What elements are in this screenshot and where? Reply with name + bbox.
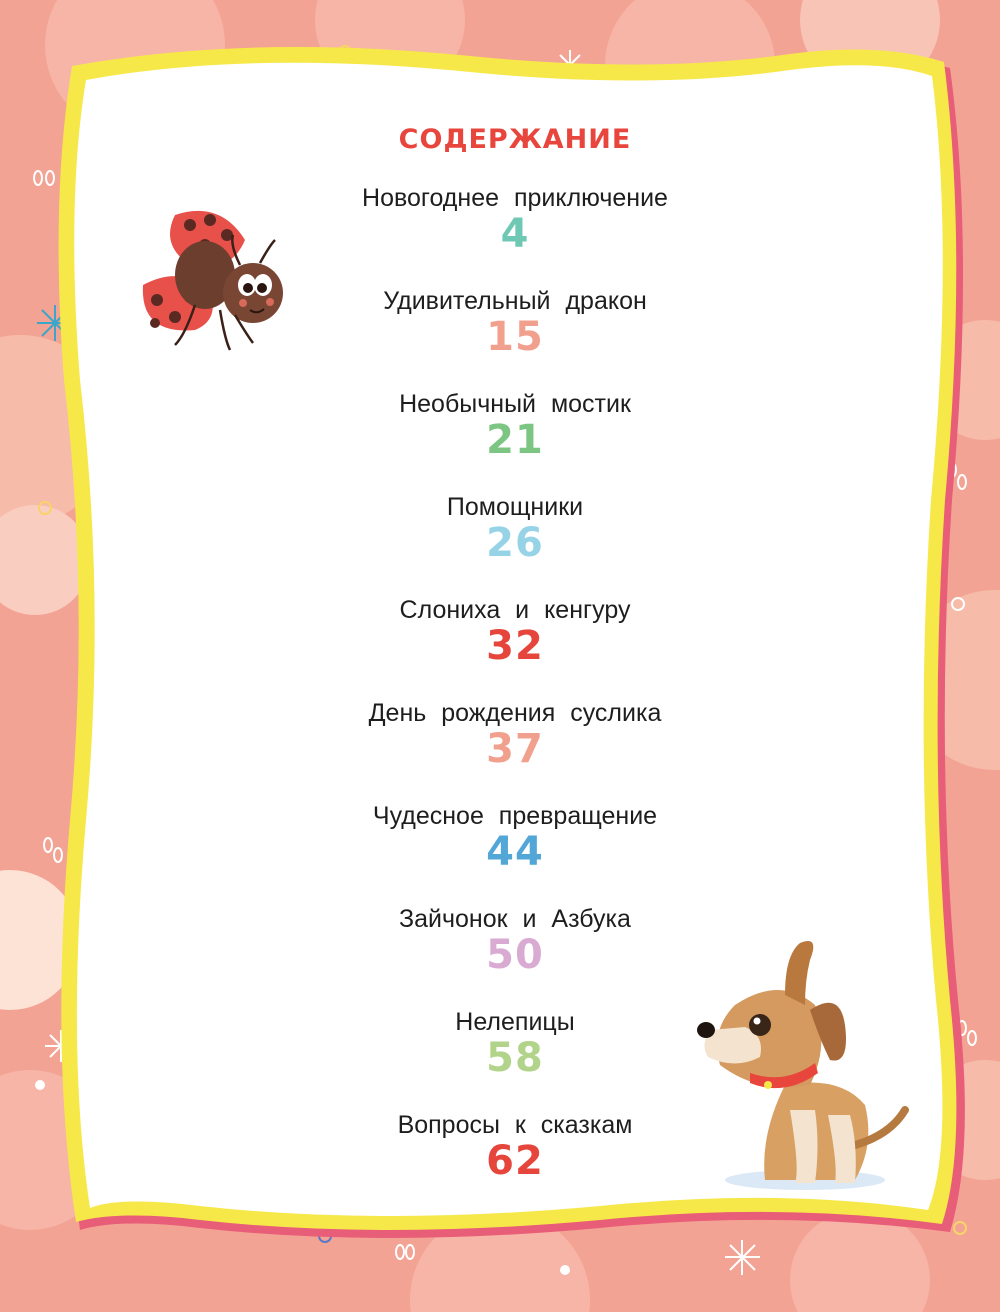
- toc-list: [200, 183, 830, 1213]
- entry-title: Чудесное превращение: [372, 802, 658, 830]
- entry-page-number: 15: [486, 314, 544, 360]
- toc-entry[interactable]: [200, 698, 830, 801]
- entry-title: Необычный мостик: [399, 390, 631, 418]
- table-of-contents: [200, 120, 830, 1213]
- entry-title: Помощники: [446, 493, 584, 521]
- entry-page-number: 4: [500, 211, 530, 257]
- toc-entry[interactable]: [200, 492, 830, 595]
- toc-entry[interactable]: [200, 1110, 830, 1213]
- entry-title: Зайчонок и Азбука: [399, 905, 631, 933]
- entry-title: Вопросы к сказкам: [397, 1111, 633, 1139]
- entry-page-number: 37: [486, 726, 544, 772]
- entry-page-number: 50: [486, 932, 544, 978]
- entry-title: Удивительный дракон: [383, 287, 647, 315]
- entry-page-number: 44: [486, 829, 544, 875]
- toc-entry[interactable]: [200, 595, 830, 698]
- entry-page-number: 32: [486, 623, 544, 669]
- toc-entry[interactable]: [200, 183, 830, 286]
- entry-page-number: 58: [486, 1035, 544, 1081]
- entry-page-number: 26: [486, 520, 544, 566]
- toc-entry[interactable]: [200, 801, 830, 904]
- entry-title: Слониха и кенгуру: [399, 596, 631, 624]
- entry-page-number: 62: [486, 1138, 544, 1184]
- entry-title: Нелепицы: [455, 1008, 575, 1036]
- toc-entry[interactable]: [200, 389, 830, 492]
- toc-entry[interactable]: [200, 904, 830, 1007]
- toc-entry[interactable]: [200, 1007, 830, 1110]
- toc-entry[interactable]: [200, 286, 830, 389]
- entry-page-number: 21: [486, 417, 544, 463]
- entry-title: День рождения суслика: [368, 699, 662, 727]
- entry-title: Новогоднее приключение: [362, 184, 668, 212]
- toc-title: СОДЕРЖАНИЕ: [398, 124, 632, 155]
